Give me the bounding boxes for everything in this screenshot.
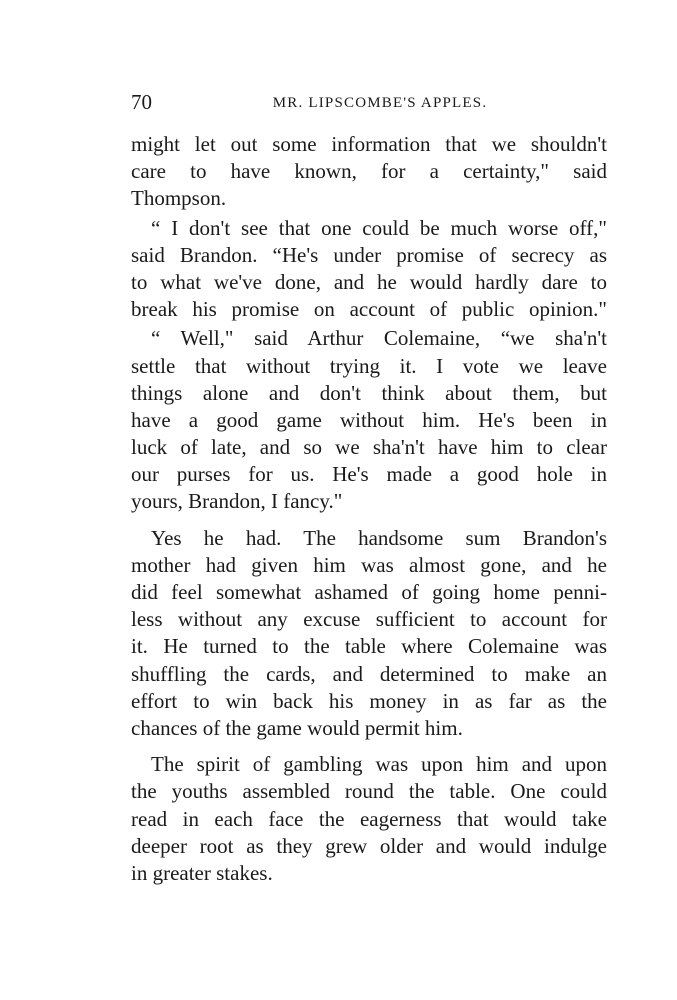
- text-line: read in each face the eagerness that would take: [131, 806, 607, 831]
- text-line: Yes he had. The handsome sum Brandon's: [151, 525, 607, 550]
- text-line: settle that without trying it. I vote we leave: [131, 353, 607, 378]
- text-line: “ I don't see that one could be much worse off,": [151, 215, 607, 240]
- text-line: effort to win back his money in as far as the: [131, 688, 607, 713]
- text-line: chances of the game would permit him.: [131, 715, 463, 740]
- text-line: have a good game without him. He's been in: [131, 407, 607, 432]
- text-line: to what we've done, and he would hardly dare to: [131, 269, 607, 294]
- text-line: our purses for us. He's made a good hole in: [131, 462, 607, 487]
- running-title: MR. LIPSCOMBE'S APPLES.: [272, 95, 488, 111]
- text-line: break his promise on account of public opinion.": [131, 297, 607, 322]
- page-header: [131, 88, 607, 116]
- text-line: Thompson.: [131, 186, 227, 211]
- text-line: said Brandon. “He's under promise of secrecy as: [131, 242, 607, 267]
- paragraph: [131, 131, 607, 213]
- text-line: in greater stakes.: [131, 860, 273, 885]
- page-number: 70: [131, 90, 152, 114]
- text-line: The spirit of gambling was upon him and upon: [151, 752, 607, 777]
- paragraph: [131, 525, 607, 743]
- text-line: deeper root as they grew older and would indulge: [131, 833, 607, 858]
- paragraph: [131, 751, 607, 887]
- text-line: might let out some information that we shouldn't: [131, 132, 607, 156]
- paragraph: [131, 325, 607, 515]
- text-line: it. He turned to the table where Colemaine was: [131, 634, 607, 659]
- paragraph: [131, 215, 607, 324]
- body-text: [131, 131, 607, 887]
- text-line: yours, Brandon, I fancy.": [131, 489, 343, 514]
- text-line: shuffling the cards, and determined to make an: [131, 661, 607, 686]
- text-line: luck of late, and so we sha'n't have him to clear: [131, 435, 607, 460]
- text-line: “ Well," said Arthur Colemaine, “we sha'n't: [151, 326, 607, 351]
- text-line: less without any excuse sufficient to account for: [131, 607, 607, 632]
- text-line: the youths assembled round the table. One could: [131, 779, 607, 804]
- text-line: things alone and don't think about them, but: [131, 380, 607, 405]
- text-line: care to have known, for a certainty," said: [131, 159, 607, 184]
- text-line: did feel somewhat ashamed of going home penni-: [131, 580, 607, 604]
- text-line: mother had given him was almost gone, and he: [131, 552, 607, 577]
